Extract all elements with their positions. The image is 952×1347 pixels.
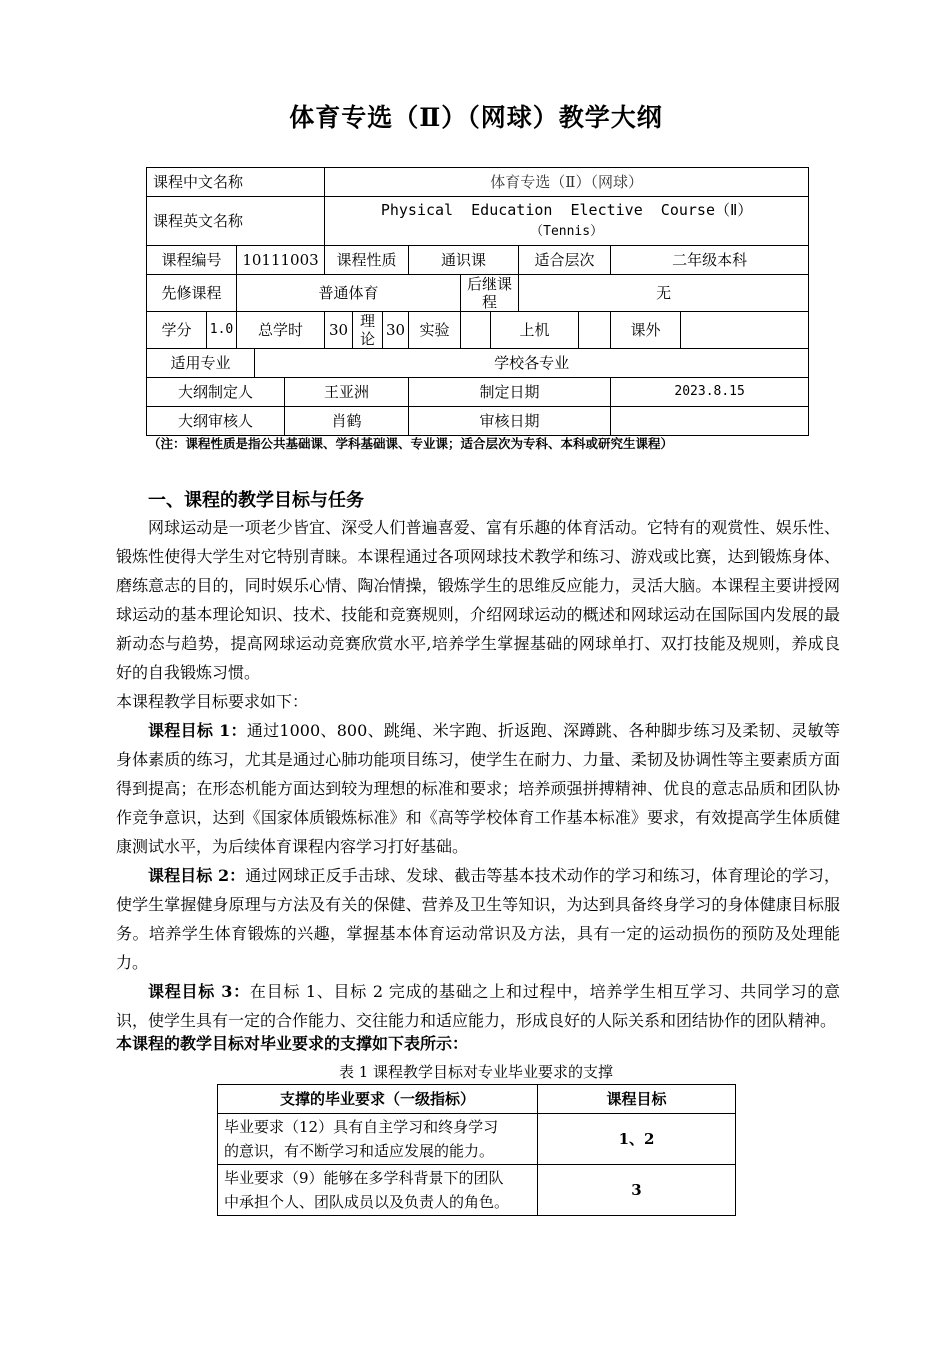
prereq-value: 普通体育: [237, 275, 461, 312]
followup-value: 无: [519, 275, 809, 312]
requirement-cell: [218, 1165, 538, 1216]
code-value: 10111003: [237, 246, 325, 275]
goal-3-label: 课程目标 3：: [148, 982, 250, 1001]
credit-label: 学分: [147, 312, 207, 349]
support-heading: 本课程的教学目标对毕业要求的支撑如下表所示：: [116, 1034, 469, 1053]
en-name-label: 课程英文名称: [147, 197, 325, 246]
code-label: 课程编号: [147, 246, 237, 275]
nature-label: 课程性质: [325, 246, 409, 275]
goal-2-text: 通过网球正反手击球、发球、截击等基本技术动作的学习和练习，体育理论的学习，使学生掌握健身原理与方法及有关的保健、营养及卫生等知识，为达到具备终身学习的身体健康目标服务。培养学生体育锻炼的兴趣，掌握基本体育运动常识及方法，具有一定的运动损伤的预防及处理能力。: [116, 866, 840, 972]
review-date-value: [611, 407, 809, 436]
course-info-table: [146, 167, 809, 436]
cn-name-value: 体育专选（Ⅱ）（网球）: [325, 168, 809, 197]
en-name-line1: Physical Education Elective Course（Ⅱ）: [380, 201, 753, 219]
date-label: 制定日期: [409, 378, 611, 407]
date-value: 2023.8.15: [611, 378, 809, 407]
followup-label: 后继课程: [461, 275, 519, 312]
page-title: 体育专选（Ⅱ）（网球）教学大纲: [289, 103, 663, 132]
experiment-value: [461, 312, 491, 349]
table-note: （注：课程性质是指公共基础课、学科基础课、专业课；适合层次为专科、本科或研究生课程）: [148, 436, 674, 451]
major-value: 学校各专业: [255, 349, 809, 378]
goal-1-paragraph: [116, 716, 840, 861]
total-hours-label: 总学时: [237, 312, 325, 349]
section1-heading: 一、课程的教学目标与任务: [148, 490, 364, 511]
goal-2-label: 课程目标 2：: [148, 866, 246, 885]
computer-label: 上机: [491, 312, 579, 349]
extra-value: [681, 312, 809, 349]
requirement-cell: [218, 1114, 538, 1165]
table1-col2-header: 课程目标: [538, 1085, 736, 1114]
cn-name-label: 课程中文名称: [147, 168, 325, 197]
author-label: 大纲制定人: [147, 378, 285, 407]
table1-col1-header: 支撑的毕业要求（一级指标）: [218, 1085, 538, 1114]
theory-value: 30: [383, 312, 409, 349]
requirement-line: 毕业要求（12）具有自主学习和终身学习: [224, 1118, 499, 1136]
reviewer-value: 肖鹤: [285, 407, 409, 436]
requirement-line: 毕业要求（9）能够在多学科背景下的团队: [224, 1169, 504, 1187]
computer-value: [579, 312, 611, 349]
goal-3-text: 在目标 1、目标 2 完成的基础之上和过程中，培养学生相互学习、共同学习的意识，使学生具有一定的合作能力、交往能力和适应能力，形成良好的人际关系和团结协作的团队精神。: [116, 982, 840, 1030]
goal-1-label: 课程目标 1：: [148, 721, 247, 740]
reviewer-label: 大纲审核人: [147, 407, 285, 436]
goal-1-text: 通过1000、800、跳绳、米字跑、折返跑、深蹲跳、各种脚步练习及柔韧、灵敏等身体素质的练习，尤其是通过心肺功能项目练习，使学生在耐力、力量、柔韧及协调性等主要素质方面得到提高；在形态机能方面达到较为理想的标准和要求；培养顽强拼搏精神、优良的意志品质和团队协作竞争意识，达到《国家体质锻炼标准》和《高等学校体育工作基本标准》要求，有效提高学生体质健康测试水平，为后续体育课程内容学习打好基础。: [116, 721, 840, 856]
requirement-line: 中承担个人、团队成员以及负责人的角色。: [224, 1193, 510, 1211]
extra-label: 课外: [611, 312, 681, 349]
table-row: [218, 1114, 736, 1165]
theory-label: 理论: [353, 312, 383, 349]
review-date-label: 审核日期: [409, 407, 611, 436]
table1-caption: 表 1 课程教学目标对专业毕业要求的支撑: [338, 1063, 614, 1081]
requirement-line: 的意识，有不断学习和适应发展的能力。: [224, 1142, 495, 1160]
support-table: [217, 1084, 736, 1216]
nature-value: 通识课: [409, 246, 519, 275]
experiment-label: 实验: [409, 312, 461, 349]
goal-2-paragraph: [116, 861, 840, 977]
total-hours-value: 30: [325, 312, 353, 349]
level-value: 二年级本科: [611, 246, 809, 275]
goal-3-paragraph: [116, 977, 840, 1035]
major-label: 适用专业: [147, 349, 255, 378]
credit-value: 1.0: [207, 312, 237, 349]
en-name-line2: （Tennis）: [530, 224, 604, 239]
goal-cell: 1、2: [538, 1114, 736, 1165]
author-value: 王亚洲: [285, 378, 409, 407]
prereq-label: 先修课程: [147, 275, 237, 312]
intro-paragraph: 网球运动是一项老少皆宜、深受人们普遍喜爱、富有乐趣的体育活动。它特有的观赏性、娱乐性、锻炼性使得大学生对它特别青睐。本课程通过各项网球技术教学和练习、游戏或比赛，达到锻炼身体、磨练意志的目的，同时娱乐心情、陶冶情操，锻炼学生的思维反应能力，灵活大脑。本课程主要讲授网球运动的基本理论知识、技术、技能和竞赛规则，介绍网球运动的概述和网球运动在国际国内发展的最新动态与趋势，提高网球运动竞赛欣赏水平,培养学生掌握基础的网球单打、双打技能及规则，养成良好的自我锻炼习惯。: [116, 518, 840, 682]
goal-cell: 3: [538, 1165, 736, 1216]
en-name-value: [325, 197, 809, 246]
level-label: 适合层次: [519, 246, 611, 275]
goals-intro: 本课程教学目标要求如下：: [116, 692, 309, 711]
table-row: [218, 1165, 736, 1216]
